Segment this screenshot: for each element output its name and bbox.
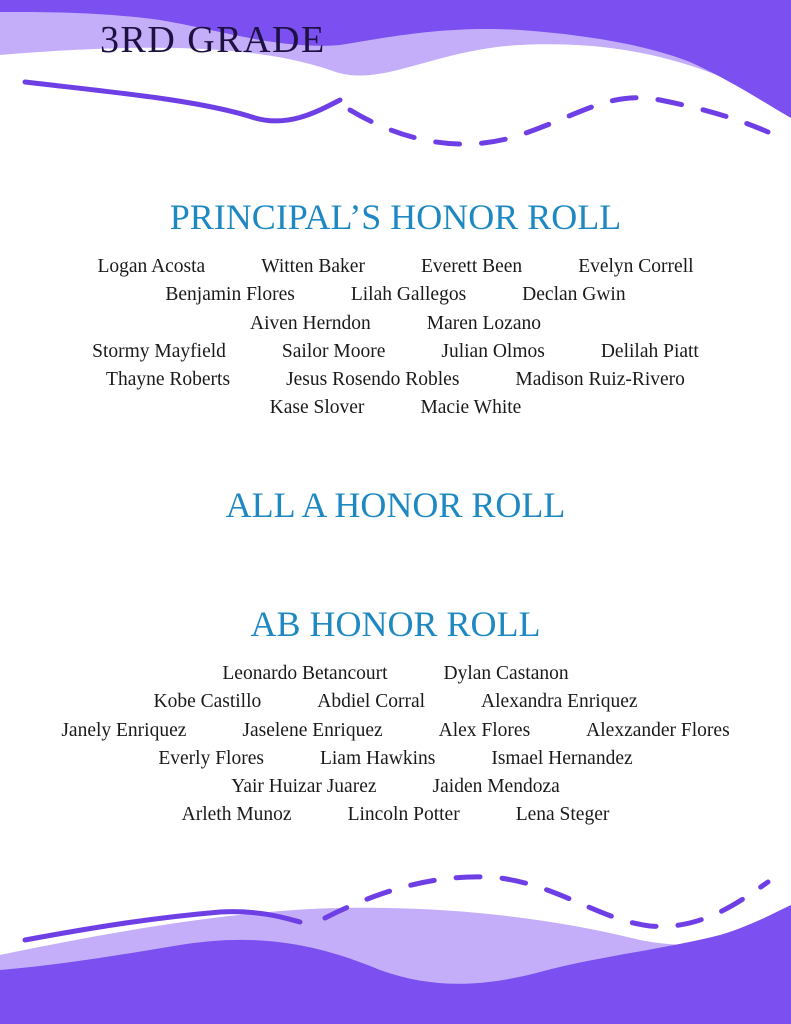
student-name: Arleth Munoz (181, 804, 292, 826)
student-name: Maren Lozano (426, 312, 541, 334)
student-name: Madison Ruiz-Rivero (515, 369, 685, 391)
top-dashed-line (350, 98, 768, 144)
name-row (0, 394, 791, 422)
name-row (0, 717, 791, 745)
ab-honor-roll-list (0, 660, 791, 830)
all-a-honor-roll-title: ALL A HONOR ROLL (225, 485, 566, 525)
student-name: Alexandra Enriquez (481, 691, 638, 713)
student-name: Stormy Mayfield (92, 340, 226, 362)
bottom-wave-decoration (0, 860, 791, 1024)
student-name: Declan Gwin (522, 284, 626, 306)
top-solid-line (25, 82, 340, 121)
student-name: Logan Acosta (97, 256, 206, 277)
student-name: Sailor Moore (281, 340, 386, 362)
student-name: Liam Hawkins (319, 747, 436, 769)
student-name: Leonardo Betancourt (222, 663, 388, 684)
student-name: Jaiden Mendoza (432, 776, 560, 798)
student-name: Benjamin Flores (165, 284, 295, 306)
student-name: Kase Slover (269, 397, 365, 419)
name-row (0, 310, 791, 338)
student-name: Aiven Herndon (249, 312, 371, 334)
student-name: Jesus Rosendo Robles (286, 369, 460, 391)
student-name: Lilah Gallegos (350, 284, 467, 306)
student-name: Ismael Hernandez (491, 747, 633, 769)
ab-honor-roll-title: AB HONOR ROLL (250, 604, 541, 644)
grade-title: 3RD GRADE (100, 19, 326, 61)
name-row (0, 660, 791, 688)
name-row (0, 801, 791, 829)
name-row (0, 366, 791, 394)
principal-honor-roll-title: PRINCIPAL’S HONOR ROLL (169, 197, 622, 237)
name-row (0, 281, 791, 309)
student-name: Everly Flores (158, 747, 264, 769)
student-name: Alexzander Flores (586, 719, 730, 741)
student-name: Delilah Piatt (600, 340, 699, 362)
name-row (0, 253, 791, 281)
name-row (0, 745, 791, 773)
name-row (0, 338, 791, 366)
student-name: Janely Enriquez (61, 719, 187, 741)
student-name: Evelyn Correll (578, 256, 694, 277)
student-name: Abdiel Corral (317, 691, 426, 713)
student-name: Jaselene Enriquez (242, 719, 383, 741)
name-row (0, 773, 791, 801)
principal-honor-roll-list (0, 253, 791, 423)
student-name: Dylan Castanon (443, 663, 569, 684)
student-name: Lincoln Potter (347, 804, 460, 826)
student-name: Kobe Castillo (153, 691, 262, 713)
student-name: Alex Flores (438, 719, 531, 741)
name-row (0, 688, 791, 716)
student-name: Macie White (420, 397, 522, 419)
student-name: Everett Been (420, 256, 523, 277)
student-name: Yair Huizar Juarez (231, 776, 377, 798)
student-name: Lena Steger (515, 804, 610, 826)
student-name: Witten Baker (261, 256, 365, 277)
student-name: Julian Olmos (441, 340, 545, 362)
student-name: Thayne Roberts (106, 369, 231, 391)
